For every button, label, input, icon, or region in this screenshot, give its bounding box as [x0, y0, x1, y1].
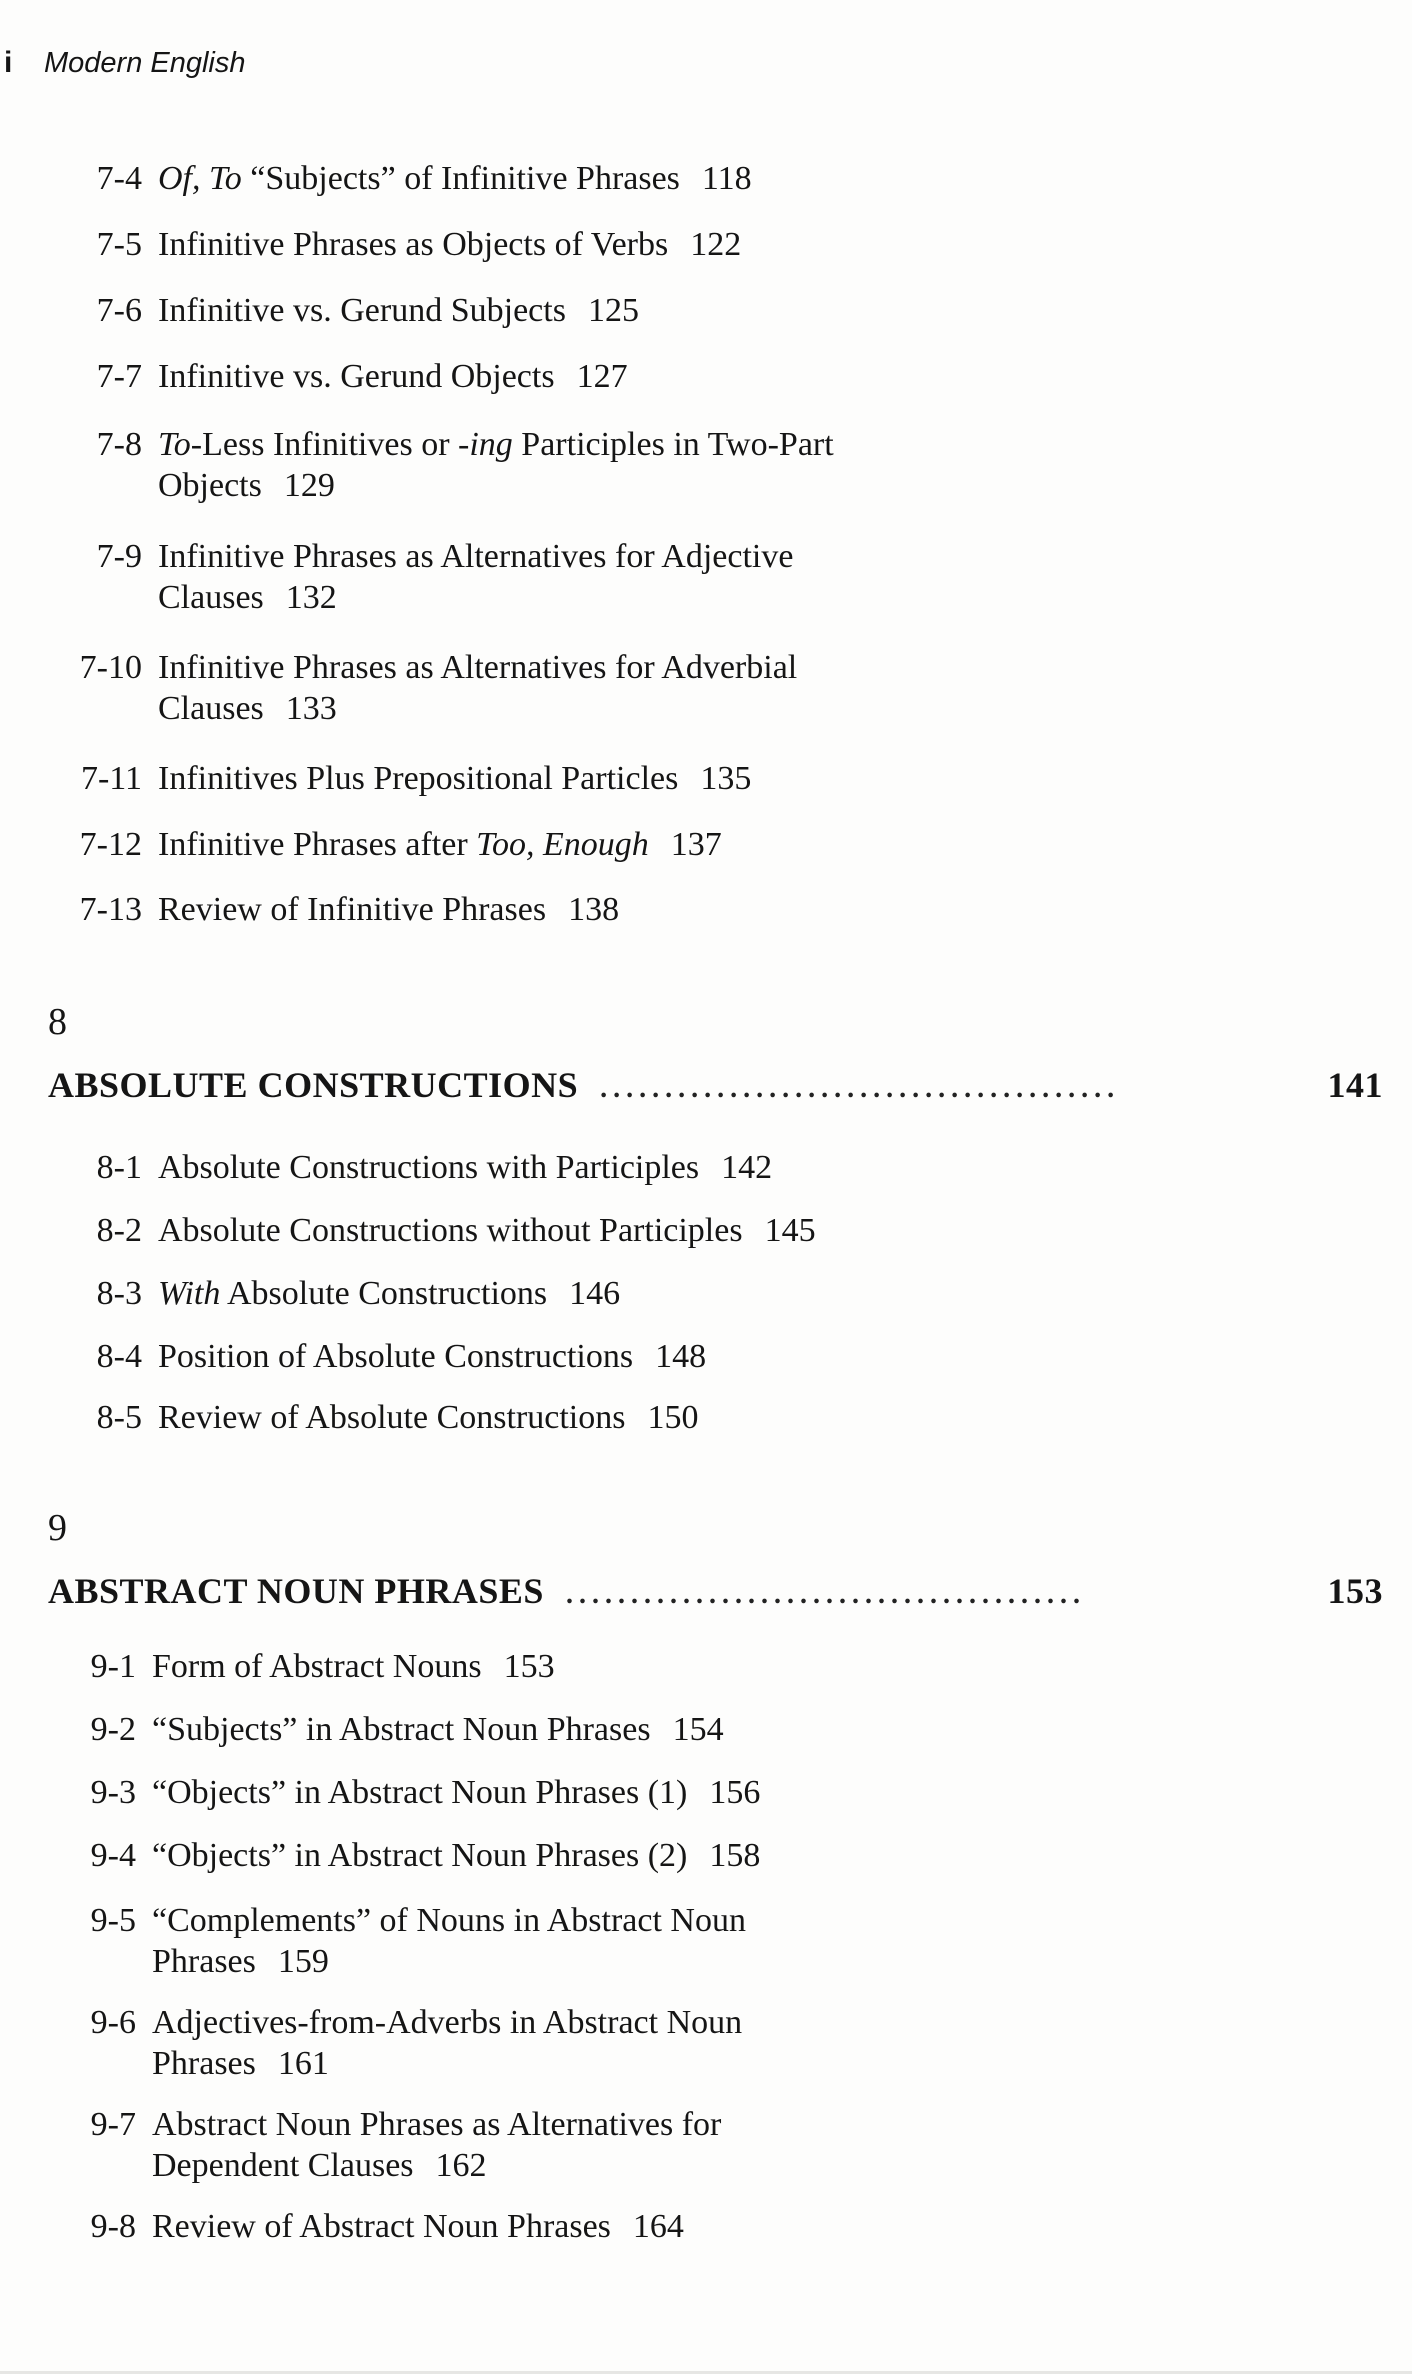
dot-leader: ........................................ [565, 1579, 1086, 1610]
title-text: Infinitive Phrases as Alternatives for Adverbial Clauses [158, 649, 798, 727]
chapter-8-page: 141 [1327, 1065, 1383, 1105]
section-number: 9-4 [90, 1837, 136, 1874]
dot-leader: ........................................ [600, 1073, 1121, 1104]
title-text: Infinitive Phrases as Objects of Verbs [158, 226, 669, 263]
section-title [152, 1709, 792, 1750]
section-number: 7-11 [80, 760, 142, 797]
section-title [158, 290, 898, 331]
section-page-number: 133 [285, 690, 337, 727]
section-title [158, 758, 898, 799]
section-title [158, 356, 898, 397]
title-text: Participles in Two-Part Objects [158, 426, 834, 504]
section-title [152, 1900, 792, 1982]
title-text: Review of Infinitive Phrases [158, 891, 547, 928]
title-text: “Objects” in Abstract Noun Phrases (1) [152, 1774, 688, 1811]
section-number: 7-10 [79, 649, 142, 686]
title-text: Abstract Noun Phrases as Alternatives for Dependent Clauses [152, 2106, 722, 2184]
section-title [158, 1147, 1058, 1188]
section-page-number: 164 [632, 2208, 684, 2245]
section-number: 9-7 [90, 2106, 136, 2143]
running-head-title: Modern English [44, 47, 246, 79]
chapter-9-number: 9 [48, 1507, 67, 1549]
title-text: Review of Abstract Noun Phrases [152, 2208, 611, 2245]
title-text: “Complements” of Nouns in Abstract Noun Phrases [152, 1902, 746, 1980]
title-text: Infinitive vs. Gerund Subjects [158, 292, 566, 329]
title-text: Absolute Constructions with Participles [158, 1149, 700, 1186]
section-title [158, 1397, 1058, 1438]
italic-term: Too, Enough [476, 826, 649, 863]
section-number: 9-6 [90, 2004, 136, 2041]
section-page-number: 118 [701, 160, 752, 197]
title-text: -Less Infinitives or [190, 426, 459, 463]
section-page-number: 156 [709, 1774, 761, 1811]
italic-term: Of, To [158, 160, 242, 197]
section-number: 7-12 [79, 826, 142, 863]
section-page-number: 142 [721, 1149, 773, 1186]
section-title [158, 889, 898, 930]
section-page-number: 137 [670, 826, 722, 863]
section-page-number: 129 [283, 467, 335, 504]
italic-term: To [158, 426, 191, 463]
title-text: “Subjects” in Abstract Noun Phrases [152, 1711, 651, 1748]
title-text: “Objects” in Abstract Noun Phrases (2) [152, 1837, 688, 1874]
section-number: 8-4 [96, 1338, 142, 1375]
chapter-8-title: ABSOLUTE CONSTRUCTIONS [48, 1065, 579, 1105]
title-text: Infinitive Phrases after [158, 826, 477, 863]
section-number: 8-2 [96, 1212, 142, 1249]
section-page-number: 127 [576, 358, 628, 395]
title-text: Infinitive vs. Gerund Objects [158, 358, 555, 395]
section-number: 7-7 [96, 358, 142, 395]
chapter-9-heading[interactable] [48, 1570, 1383, 1612]
title-text: “Subjects” of Infinitive Phrases [241, 160, 680, 197]
section-title [158, 1210, 1058, 1251]
section-page-number: 158 [709, 1837, 761, 1874]
title-text: Infinitive Phrases as Alternatives for Adjective Clauses [158, 538, 794, 616]
section-number: 8-5 [96, 1399, 142, 1436]
section-title [158, 224, 898, 265]
section-page-number: 162 [435, 2147, 487, 2184]
chapter-8-heading[interactable] [48, 1064, 1383, 1106]
section-page-number: 148 [655, 1338, 707, 1375]
chapter-8-number: 8 [48, 1001, 67, 1043]
section-number: 8-1 [96, 1149, 142, 1186]
section-page-number: 146 [569, 1275, 621, 1312]
section-number: 9-3 [90, 1774, 136, 1811]
section-title [158, 424, 898, 506]
italic-term: -ing [458, 426, 513, 463]
section-title [158, 1336, 1058, 1377]
section-number: 7-5 [96, 226, 142, 263]
section-page-number: 122 [690, 226, 742, 263]
section-number: 7-9 [96, 538, 142, 575]
section-number: 9-5 [90, 1902, 136, 1939]
section-title [158, 158, 898, 199]
title-text: Adjectives-from-Adverbs in Abstract Noun Phrases [152, 2004, 743, 2082]
page-folio: i [4, 46, 13, 79]
section-page-number: 135 [700, 760, 752, 797]
section-title [158, 647, 898, 729]
title-text: Absolute Constructions without Participles [158, 1212, 743, 1249]
section-number: 9-1 [90, 1648, 136, 1685]
section-number: 9-2 [90, 1711, 136, 1748]
section-page-number: 132 [285, 579, 337, 616]
section-number: 7-6 [96, 292, 142, 329]
section-number: 9-8 [90, 2208, 136, 2245]
section-title [152, 2002, 792, 2084]
italic-term: With [158, 1275, 221, 1312]
title-text: Form of Abstract Nouns [152, 1648, 482, 1685]
section-page-number: 154 [672, 1711, 724, 1748]
section-page-number: 150 [647, 1399, 699, 1436]
section-title [158, 536, 898, 618]
section-page-number: 159 [277, 1943, 329, 1980]
section-number: 7-8 [96, 426, 142, 463]
section-title [158, 824, 898, 865]
section-page-number: 125 [587, 292, 639, 329]
section-number: 8-3 [96, 1275, 142, 1312]
title-text: Infinitives Plus Prepositional Particles [158, 760, 679, 797]
title-text: Absolute Constructions [220, 1275, 548, 1312]
section-title [152, 1772, 792, 1813]
section-page-number: 161 [277, 2045, 329, 2082]
section-page-number: 153 [503, 1648, 555, 1685]
section-title [152, 1835, 792, 1876]
chapter-9-title: ABSTRACT NOUN PHRASES [48, 1571, 544, 1611]
section-number: 7-4 [96, 160, 142, 197]
section-number: 7-13 [79, 891, 142, 928]
section-title [152, 2104, 792, 2186]
running-head [0, 46, 246, 90]
section-title [158, 1273, 1058, 1314]
section-title [152, 1646, 792, 1687]
section-title [152, 2206, 792, 2247]
section-page-number: 138 [568, 891, 620, 928]
chapter-9-page: 153 [1327, 1571, 1383, 1611]
title-text: Position of Absolute Constructions [158, 1338, 634, 1375]
section-page-number: 145 [764, 1212, 816, 1249]
title-text: Review of Absolute Constructions [158, 1399, 626, 1436]
